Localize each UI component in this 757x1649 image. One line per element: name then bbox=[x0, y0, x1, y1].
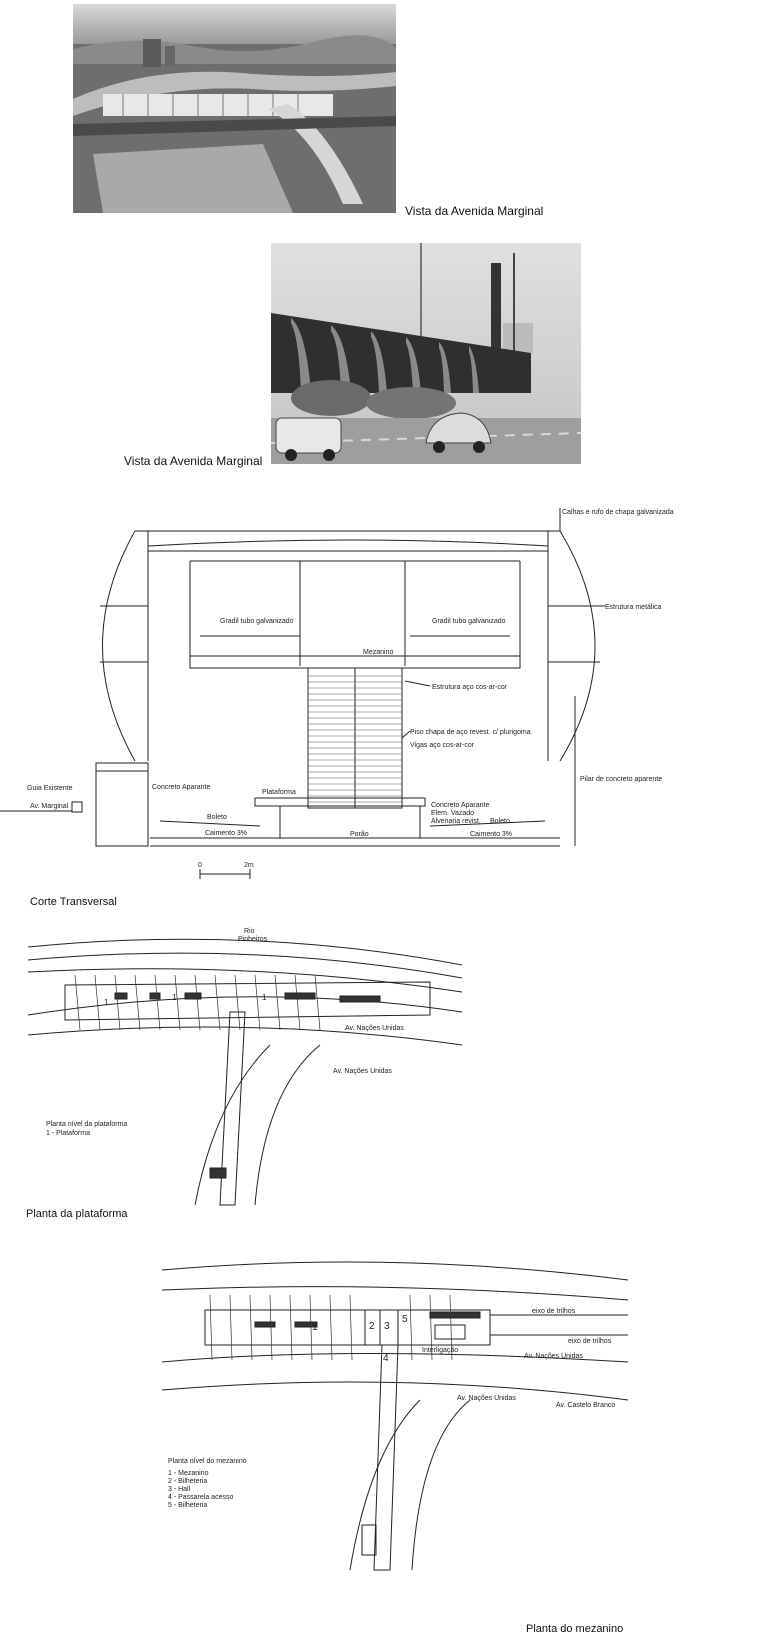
platform-num-1b: 1 bbox=[172, 993, 177, 1002]
label-vigas: Vigas aço cos-ar-cor bbox=[410, 742, 475, 749]
photo-street-view bbox=[271, 243, 581, 464]
label-caimento-right: Caimento 3% bbox=[470, 831, 513, 838]
label-gradil-right: Gradil tubo galvanizado bbox=[432, 618, 506, 625]
cross-section-drawing bbox=[0, 496, 757, 886]
mezzanine-plan-caption: Planta do mezanino bbox=[526, 1623, 624, 1635]
label-porao: Porão bbox=[350, 831, 369, 838]
label-boleto-right: Boleto bbox=[490, 818, 510, 825]
mezz-num-3: 3 bbox=[384, 1321, 390, 1332]
section-caption: Corte Transversal bbox=[30, 896, 117, 908]
platform-legend-item: 1 - Plataforma bbox=[46, 1130, 90, 1137]
label-boleto-left: Boleto bbox=[207, 814, 227, 821]
label-av-castelo: Av. Castelo Branco bbox=[556, 1402, 616, 1409]
label-elem-vazado: Elem. Vazado bbox=[431, 810, 475, 817]
label-pinheiros: Pinheiros bbox=[238, 936, 268, 943]
label-calhas: Calhas e rufo de chapa galvanizada bbox=[562, 509, 674, 516]
mezz-num-1: 1 bbox=[312, 1322, 318, 1333]
label-eixo-1: eixo de trilhos bbox=[532, 1308, 576, 1315]
label-concreto-right: Concreto Aparante bbox=[431, 802, 490, 809]
label-alvenaria: Alvenaria revist. bbox=[431, 818, 481, 825]
label-interligacao: Interligação bbox=[422, 1347, 459, 1354]
mezz-num-5: 5 bbox=[402, 1314, 408, 1325]
label-guia: Guia Existente bbox=[27, 785, 73, 792]
label-av-nacoes-1: Av. Nações Unidas bbox=[345, 1025, 404, 1032]
platform-legend-title: Planta nível da plataforma bbox=[46, 1121, 128, 1128]
mezz-num-4: 4 bbox=[383, 1353, 389, 1364]
label-pilar: Pilar de concreto aparente bbox=[580, 776, 663, 783]
label-gradil-left: Gradil tubo galvanizado bbox=[220, 618, 294, 625]
mezz-num-2: 2 bbox=[369, 1321, 375, 1332]
label-mezanino: Mezanino bbox=[363, 649, 394, 656]
label-eixo-2: eixo de trilhos bbox=[568, 1338, 612, 1345]
label-estrutura-metalica: Estrutura metálica bbox=[605, 604, 662, 611]
mezz-legend-item-3: 3 - Hall bbox=[168, 1486, 191, 1493]
mezz-legend-item-5: 5 - Bilheteria bbox=[168, 1502, 208, 1509]
photo-aerial-view bbox=[73, 4, 396, 213]
mezz-legend-title: Planta nível do mezanino bbox=[168, 1458, 247, 1465]
label-estrutura-aco: Estrutura aço cos-ar-cor bbox=[432, 684, 508, 691]
label-av-nacoes-mezz-1: Av. Nações Unidas bbox=[524, 1353, 583, 1360]
platform-num-1c: 1 bbox=[262, 993, 267, 1002]
mezz-legend-item-4: 4 - Passarela acesso bbox=[168, 1494, 234, 1501]
platform-plan-caption: Planta da plataforma bbox=[26, 1208, 128, 1220]
photo1-caption: Vista da Avenida Marginal bbox=[405, 204, 544, 218]
mezz-legend-item-2: 2 - Bilheteria bbox=[168, 1478, 208, 1485]
label-caimento-left: Caimento 3% bbox=[205, 830, 248, 837]
label-av-marginal: Av. Marginal bbox=[30, 803, 69, 810]
mezzanine-plan-drawing bbox=[150, 1250, 640, 1580]
photo2-caption: Vista da Avenida Marginal bbox=[124, 454, 263, 468]
label-plataforma: Plataforma bbox=[262, 789, 296, 796]
label-piso: Piso chapa de aço revest. c/ plurigoma bbox=[410, 729, 531, 736]
platform-plan-drawing bbox=[0, 920, 757, 1210]
label-rio: Rio bbox=[244, 928, 255, 935]
scale-2m: 2m bbox=[244, 862, 254, 869]
label-av-nacoes-2: Av. Nações Unidas bbox=[333, 1068, 392, 1075]
platform-num-1a: 1 bbox=[104, 998, 109, 1007]
scale-zero: 0 bbox=[198, 862, 202, 869]
label-concreto-left: Concreto Aparante bbox=[152, 784, 211, 791]
mezz-legend-item-1: 1 - Mezanino bbox=[168, 1470, 209, 1477]
label-av-nacoes-mezz-2: Av. Nações Unidas bbox=[457, 1395, 516, 1402]
